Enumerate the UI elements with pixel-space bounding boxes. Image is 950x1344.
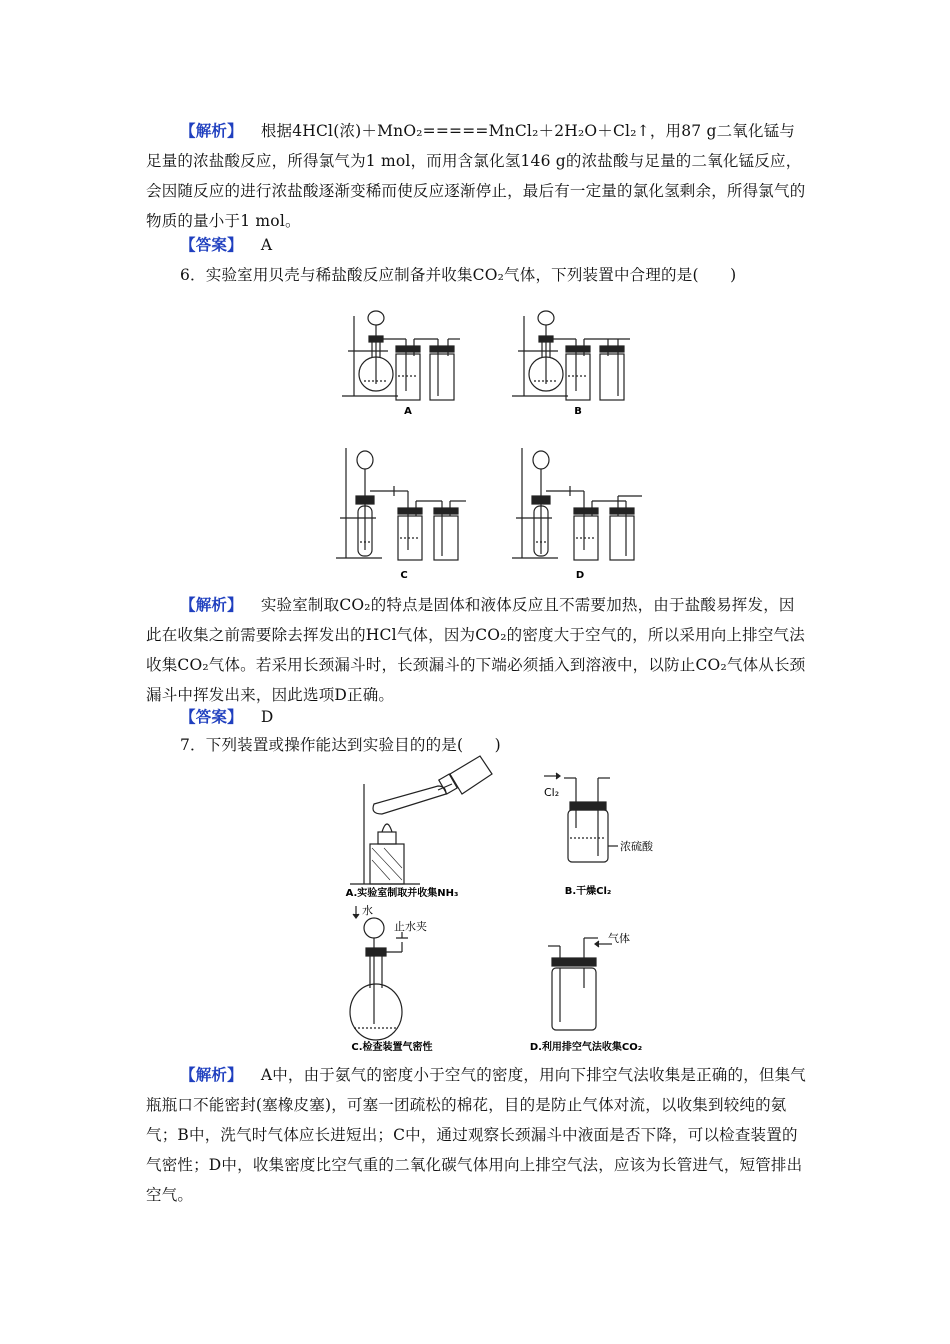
q6-analysis-text: 实验室制取CO₂的特点是固体和液体反应且不需要加热，由于盐酸易挥发，因此在收集之前需要除去挥发出的HCl气体，因为CO₂的密度大于空气的，所以采用向上排空气法收集CO₂气体。若采用长颈漏斗时，长颈漏斗的下端必须插入到溶液中，以防止CO₂气体从长颈漏斗中挥发出来，因此选项D正确。 — [146, 596, 806, 704]
q6-answer-value: D — [260, 708, 274, 726]
q5-answer-value: A — [260, 236, 273, 254]
q6-stem — [146, 260, 806, 290]
answer-tag: 【答案】 — [180, 707, 243, 726]
q6-stem-text: 6．实验室用贝壳与稀盐酸反应制备并收集CO₂气体，下列装置中合理的是( ) — [180, 266, 737, 284]
q6-label-b: B — [574, 406, 582, 417]
q7-label-water: 水 — [362, 904, 373, 917]
q7-figure-c — [326, 904, 456, 1054]
q7-caption-d: D.利用排空气法收集CO₂ — [529, 1042, 643, 1053]
q5-analysis — [146, 116, 806, 236]
q7-label-gas: 气体 — [608, 932, 630, 945]
q5-analysis-text: 根据4HCl(浓)＋MnO₂=====MnCl₂＋2H₂O＋Cl₂↑，用87 g二氧化锰与足量的浓盐酸反应，所得氯气为1 mol，而用含氯化氢146 g的浓盐酸与足量的二氧化锰反应，会因随反应的进行浓盐酸逐渐变稀而使反应逐渐停止，最后有一定量的氯化氢剩余，所得氯气的物质的量小于1 mol。 — [146, 122, 806, 230]
analysis-tag: 【解析】 — [180, 595, 243, 614]
q7-stem — [146, 730, 806, 760]
q6-label-d: D — [575, 570, 585, 581]
q7-analysis-text: A中，由于氨气的密度小于空气的密度，用向下排空气法收集是正确的，但集气瓶瓶口不能密封(塞橡皮塞)，可塞一团疏松的棉花，目的是防止气体对流，以收集到较纯的氨气；B中，洗气时气体应长进短出；C中，通过观察长颈漏斗中液面是否下降，可以检查装置的气密性；D中，收集密度比空气重的二氧化碳气体用向上排空气法，应该为长管进气，短管排出空气。 — [146, 1066, 807, 1204]
q7-caption-c: C.检查装置气密性 — [351, 1042, 433, 1053]
analysis-tag: 【解析】 — [180, 121, 243, 140]
q6-apparatus-b — [508, 296, 658, 416]
q7-figure-d — [508, 928, 668, 1054]
answer-tag: 【答案】 — [180, 235, 243, 254]
q6-apparatus-d — [508, 446, 658, 586]
q7-caption-b: B.干燥Cl₂ — [564, 886, 612, 897]
q7-figure-a — [320, 764, 490, 904]
q6-label-c: C — [400, 570, 408, 581]
q7-label-clamp: 止水夹 — [394, 920, 427, 933]
q7-caption-a: A.实验室制取并收集NH₃ — [345, 888, 459, 899]
q6-apparatus-c — [332, 446, 482, 586]
q7-label-acid: 浓硫酸 — [620, 840, 653, 853]
analysis-tag: 【解析】 — [180, 1065, 243, 1084]
q6-label-a: A — [404, 406, 412, 417]
q7-stem-text: 7．下列装置或操作能达到实验目的的是( ) — [180, 736, 501, 754]
q6-answer — [146, 702, 806, 732]
q7-label-cl2: Cl₂ — [544, 786, 560, 799]
q7-figure-b — [540, 772, 680, 902]
q6-apparatus-a — [338, 296, 488, 416]
q5-answer — [146, 230, 806, 260]
q7-analysis — [146, 1060, 806, 1210]
q6-analysis — [146, 590, 806, 710]
